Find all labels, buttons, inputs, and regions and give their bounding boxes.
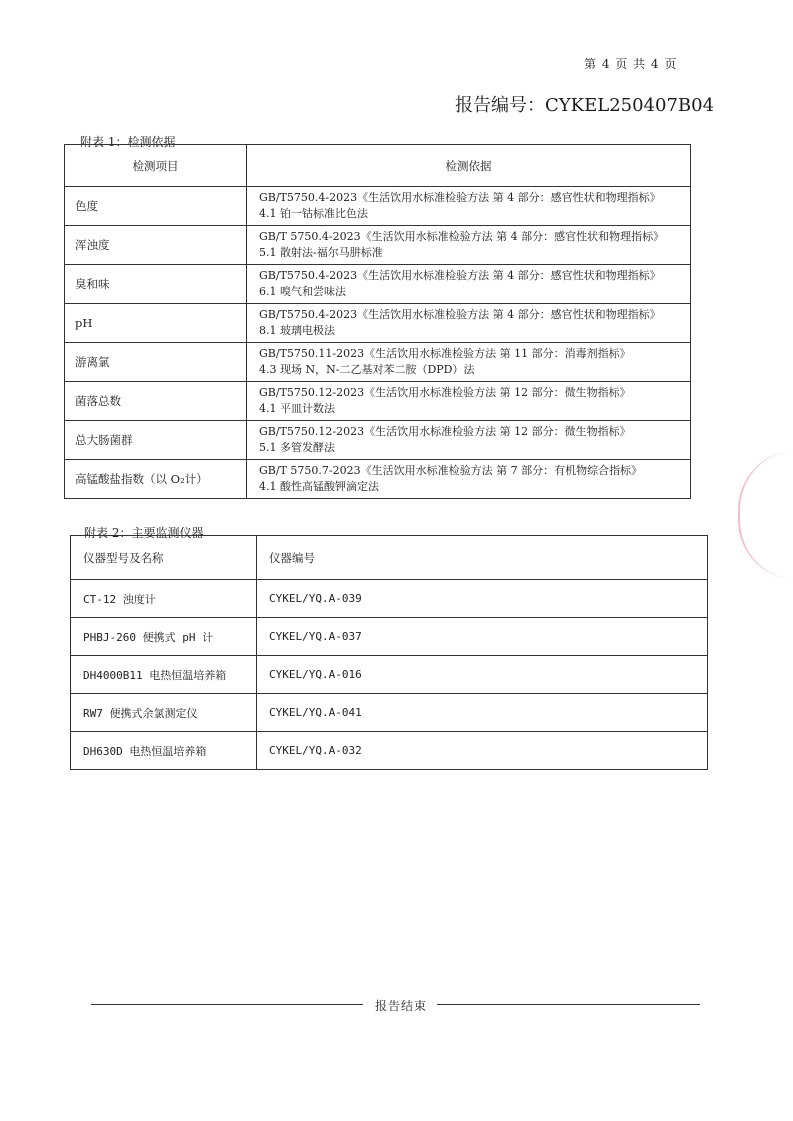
header-basis: 检测依据 — [247, 145, 691, 187]
end-divider-left — [91, 1004, 363, 1005]
table-row — [65, 187, 691, 226]
basis-standard: GB/T5750.4-2023《生活饮用水标准检验方法 第 4 部分：感官性状和物理指标》 — [259, 269, 661, 282]
appendix1-caption: 附表 1：检测依据 — [80, 135, 176, 149]
basis-method: 6.1 嗅气和尝味法 — [259, 285, 346, 298]
instrument-code: CYKEL/YQ.A-037 — [257, 618, 708, 656]
table-row — [65, 421, 691, 460]
basis-standard: GB/T 5750.7-2023《生活饮用水标准检验方法 第 7 部分：有机物综合指标》 — [259, 464, 643, 477]
basis-standard: GB/T5750.4-2023《生活饮用水标准检验方法 第 4 部分：感官性状和物理指标》 — [259, 308, 661, 321]
table-header-row — [65, 145, 691, 187]
row-item: 菌落总数 — [65, 382, 247, 421]
row-basis — [247, 265, 691, 304]
row-item: 色度 — [65, 187, 247, 226]
row-item: 游离氯 — [65, 343, 247, 382]
instrument-name: PHBJ-260 便携式 pH 计 — [71, 618, 257, 656]
basis-method: 8.1 玻璃电极法 — [259, 324, 335, 337]
row-basis — [247, 226, 691, 265]
basis-standard: GB/T5750.12-2023《生活饮用水标准检验方法 第 12 部分：微生物指标》 — [259, 386, 631, 399]
basis-method: 5.1 多管发酵法 — [259, 441, 335, 454]
row-basis — [247, 421, 691, 460]
appendix2-caption: 附表 2：主要监测仪器 — [84, 526, 204, 540]
table-row — [71, 656, 708, 694]
row-basis — [247, 382, 691, 421]
table-row — [71, 732, 708, 770]
header-instrument-name: 仪器型号及名称 — [71, 536, 257, 580]
row-item: 总大肠菌群 — [65, 421, 247, 460]
table-row — [65, 343, 691, 382]
basis-standard: GB/T 5750.4-2023《生活饮用水标准检验方法 第 4 部分：感官性状和物理指标》 — [259, 230, 665, 243]
seal-stamp-edge — [738, 450, 793, 580]
table-row — [65, 382, 691, 421]
row-item: pH — [65, 304, 247, 343]
basis-standard: GB/T5750.11-2023《生活饮用水标准检验方法 第 11 部分：消毒剂指标》 — [259, 347, 631, 360]
header-instrument-code: 仪器编号 — [257, 536, 708, 580]
basis-method: 4.1 酸性高锰酸钾滴定法 — [259, 480, 379, 493]
table-row — [71, 618, 708, 656]
row-basis — [247, 343, 691, 382]
instrument-code: CYKEL/YQ.A-039 — [257, 580, 708, 618]
table-row — [65, 304, 691, 343]
basis-standard: GB/T5750.4-2023《生活饮用水标准检验方法 第 4 部分：感官性状和物理指标》 — [259, 191, 661, 204]
instrument-table — [70, 535, 708, 770]
basis-method: 5.1 散射法-福尔马肼标准 — [259, 246, 383, 259]
row-basis — [247, 187, 691, 226]
basis-method: 4.3 现场 N，N-二乙基对苯二胺（DPD）法 — [259, 363, 475, 376]
end-divider-right — [437, 1004, 700, 1005]
table-row — [71, 580, 708, 618]
row-basis — [247, 304, 691, 343]
row-item: 臭和味 — [65, 265, 247, 304]
instrument-name: DH630D 电热恒温培养箱 — [71, 732, 257, 770]
report-number: 报告编号：CYKEL250407B04 — [455, 95, 715, 116]
table-row — [65, 265, 691, 304]
table-row — [65, 226, 691, 265]
basis-method: 4.1 铂一钴标准比色法 — [259, 207, 368, 220]
table-row — [71, 694, 708, 732]
basis-standard: GB/T5750.12-2023《生活饮用水标准检验方法 第 12 部分：微生物指标》 — [259, 425, 631, 438]
page-number: 第 4 页 共 4 页 — [584, 57, 678, 71]
header-item: 检测项目 — [65, 145, 247, 187]
instrument-code: CYKEL/YQ.A-041 — [257, 694, 708, 732]
instrument-code: CYKEL/YQ.A-032 — [257, 732, 708, 770]
table-row — [65, 460, 691, 499]
row-item: 高锰酸盐指数（以 O₂计） — [65, 460, 247, 499]
basis-method: 4.1 平皿计数法 — [259, 402, 335, 415]
report-end-text: 报告结束 — [375, 999, 428, 1013]
instrument-name: DH4000B11 电热恒温培养箱 — [71, 656, 257, 694]
table-header-row — [71, 536, 708, 580]
row-item: 浑浊度 — [65, 226, 247, 265]
row-basis — [247, 460, 691, 499]
detection-basis-table — [64, 144, 691, 499]
instrument-code: CYKEL/YQ.A-016 — [257, 656, 708, 694]
instrument-name: RW7 便携式余氯测定仪 — [71, 694, 257, 732]
instrument-name: CT-12 浊度计 — [71, 580, 257, 618]
